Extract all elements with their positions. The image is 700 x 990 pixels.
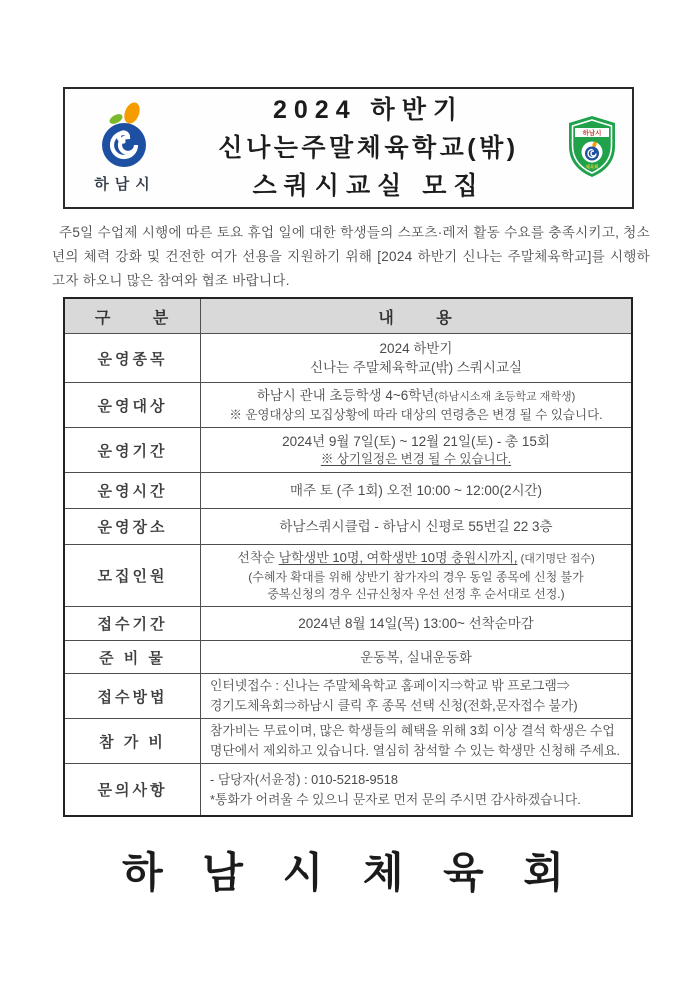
row-label: 접수방법 [64, 674, 201, 719]
operating-sport-line1: 2024 하반기 [379, 341, 453, 356]
table-row-target [64, 383, 632, 428]
target-small: (하남시소재 초등학교 재학생) [434, 391, 576, 403]
fee-line2: 명단에서 제외하고 있습니다. 열심히 참석할 수 있는 학생만 신청해 주세요. [210, 743, 620, 758]
table-row-application-method [64, 674, 632, 719]
table-row-operating-sport [64, 334, 632, 383]
row-label: 준 비 물 [64, 641, 201, 674]
row-label: 운영시간 [64, 473, 201, 509]
row-label: 참 가 비 [64, 719, 201, 764]
badge-sub-text: 체육회 [585, 164, 599, 170]
inquiry-line2: *통화가 어려울 수 있으니 문자로 먼저 문의 주시면 감사하겠습니다. [210, 791, 581, 807]
inquiry-line1: - 담당자(서윤정) : 010-5218-9518 [210, 771, 398, 787]
row-content [201, 428, 633, 473]
time-line1: 매주 토 (주 1회) 오전 10:00 ~ 12:00(2시간) [201, 473, 633, 509]
table-row-time [64, 473, 632, 509]
operating-sport-line2: 신나는 주말체육학교(밖) 스쿼시교실 [309, 360, 523, 375]
method-line2: 경기도체육회⇒하남시 클릭 후 종목 선택 신청(전화,문자접수 불가) [210, 698, 578, 713]
capacity-suffix: (대기명단 접수) [517, 553, 595, 565]
table-row-application-period [64, 607, 632, 641]
hanam-sports-badge [562, 115, 622, 181]
capacity-underlined: 남학생반 10명, 여학생반 10명 충원시까지, [278, 550, 518, 565]
period-line2: ※ 상기일정은 변경 될 수 있습니다. [320, 452, 512, 466]
target-main: 하남시 관내 초등학생 4~6학년 [256, 388, 435, 403]
hanam-city-logo-icon [91, 102, 159, 172]
application-period-line1: 2024년 8월 14일(목) 13:00~ 선착순마감 [201, 607, 633, 641]
header-col-category: 구 분 [64, 298, 201, 334]
hanam-city-logo-label: 하남시 [94, 176, 156, 193]
hanam-sports-badge-icon [566, 115, 618, 181]
row-content [201, 764, 633, 817]
capacity-line1 [205, 548, 627, 569]
row-content [201, 719, 633, 764]
row-label: 문의사항 [64, 764, 201, 817]
hanam-city-logo [75, 102, 175, 194]
capacity-line3: 중복신청의 경우 신규신청자 우선 선정 후 순서대로 선정.) [267, 587, 565, 601]
row-content [201, 334, 633, 383]
header-col-content: 내 용 [201, 298, 633, 334]
target-line2: ※ 운영대상의 모집상황에 따라 대상의 연령층은 변경 될 수 있습니다. [229, 408, 603, 422]
row-content [201, 674, 633, 719]
table-row-supplies [64, 641, 632, 674]
intro-paragraph: 주5일 수업제 시행에 따른 토요 휴업 일에 대한 학생들의 스포츠·레저 활동 수요를 충족시키고, 청소년의 체력 강화 및 건전한 여가 선용을 지원하기 위해 [2024 하반기 신나는 주말체육학교]를 시행하고자 하오니 많은 참여와 협조 바랍니다. [52, 225, 650, 288]
target-line1 [205, 386, 627, 407]
table-row-inquiries [64, 764, 632, 817]
row-label: 운영기간 [64, 428, 201, 473]
fee-line1: 참가비는 무료이며, 많은 학생들의 혜택을 위해 3회 이상 결석 학생은 수업 [210, 723, 615, 738]
notice-title [175, 91, 562, 205]
place-line1: 하남스쿼시클럽 - 하남시 신평로 55번길 22 3층 [201, 509, 633, 545]
row-content [201, 545, 633, 607]
row-label: 운영장소 [64, 509, 201, 545]
period-line1: 2024년 9월 7일(토) ~ 12월 21일(토) - 총 15회 [282, 434, 550, 449]
row-label: 운영종목 [64, 334, 201, 383]
supplies-line1: 운동복, 실내운동화 [201, 641, 633, 674]
notice-table [63, 297, 633, 817]
table-header-row [64, 298, 632, 334]
row-content [201, 383, 633, 428]
organization-title: 하 남 시 체 육 회 [122, 849, 578, 896]
title-line-2: 신나는주말체육학교(밖) [218, 134, 519, 162]
table-row-period [64, 428, 632, 473]
method-line1: 인터넷접수 : 신나는 주말체육학교 홈페이지⇒학교 밖 프로그램⇒ [210, 678, 570, 693]
notice-header [63, 87, 634, 209]
row-label: 접수기간 [64, 607, 201, 641]
badge-banner-text: 하남시 [582, 130, 602, 137]
row-label: 모집인원 [64, 545, 201, 607]
table-row-capacity [64, 545, 632, 607]
capacity-line2: (수혜자 확대를 위해 상반기 참가자의 경우 동일 종목에 신청 불가 [248, 570, 584, 584]
capacity-prefix: 선착순 [237, 550, 279, 565]
row-label: 운영대상 [64, 383, 201, 428]
title-line-1: 2024 하반기 [272, 96, 464, 124]
title-line-3: 스쿼시교실 모집 [252, 172, 485, 200]
table-row-fee [64, 719, 632, 764]
table-row-place [64, 509, 632, 545]
